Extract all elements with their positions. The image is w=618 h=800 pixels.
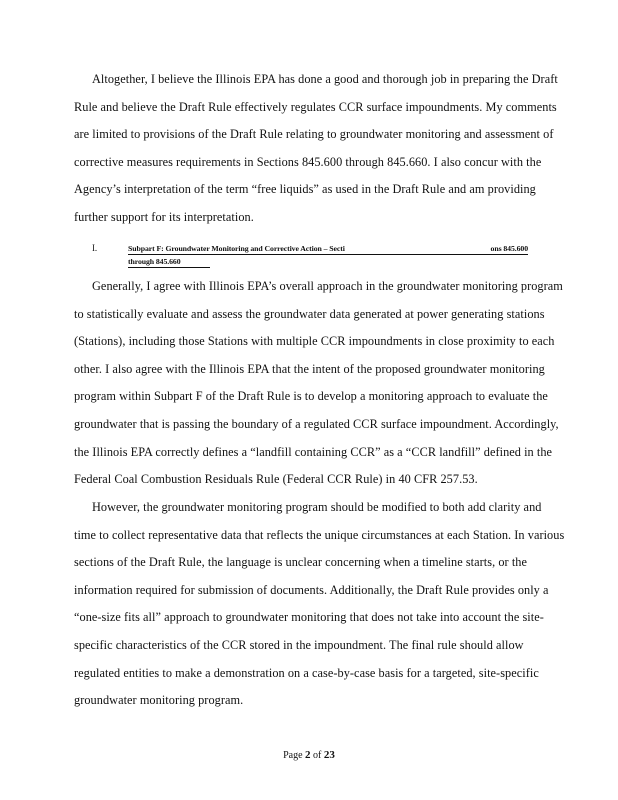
section-title-text: Subpart F: Groundwater Monitoring and Corrective Action – Secti	[128, 244, 345, 253]
text-line: Agency’s interpretation of the term “free liquids” as used in the Draft Rule and am providing	[74, 182, 536, 197]
text-line: program within Subpart F of the Draft Rule is to develop a monitoring approach to evaluate the	[74, 389, 548, 404]
text-line: regulated entities to make a demonstration on a case-by-case basis for a targeted, site-specific	[74, 665, 539, 680]
intro-paragraph	[74, 66, 604, 232]
text-line: corrective measures requirements in Sections 845.600 through 845.660. I also concur with the	[74, 154, 542, 169]
text-line: groundwater monitoring program.	[74, 693, 244, 708]
text-line: time to collect representative data that reflects the unique circumstances at each Station. In various	[74, 527, 565, 542]
text-line: further support for its interpretation.	[74, 209, 254, 224]
text-line: However, the groundwater monitoring program should be modified to both add clarity and	[92, 500, 542, 514]
text-line: (Stations), including those Stations with multiple CCR impoundments in close proximity to each	[74, 334, 555, 349]
page-number: 2	[305, 749, 311, 761]
page-total: 23	[323, 749, 335, 761]
text-line: “one-size fits all” approach to groundwater monitoring that does not take into account the site-	[74, 610, 544, 625]
text-line: Federal Coal Combustion Residuals Rule (Federal CCR Rule) in 40 CFR 257.53.	[74, 472, 478, 487]
section-number: I.	[92, 243, 98, 253]
text-line: groundwater that is passing the boundary of a regulated CCR surface impoundment. Accordingly,	[74, 416, 559, 431]
text-line: specific characteristics of the CCR stored in the impoundment. The final rule should allow	[74, 637, 524, 652]
page-footer	[0, 749, 618, 761]
text-line: Rule and believe the Draft Rule effectively regulates CCR surface impoundments. My comments	[74, 99, 557, 114]
text-line: information required for submission of documents. Additionally, the Draft Rule provides only a	[74, 582, 549, 597]
section-title-tail: ons 845.600	[490, 244, 528, 253]
page-of-label: of	[313, 750, 322, 761]
body-paragraph-2	[74, 494, 604, 715]
text-line: Generally, I agree with Illinois EPA’s overall approach in the groundwater monitoring program	[92, 279, 563, 293]
text-line: sections of the Draft Rule, the language is unclear concerning when a timeline starts, or the	[74, 555, 527, 570]
text-line: Altogether, I believe the Illinois EPA has done a good and thorough job in preparing the Draft	[92, 72, 558, 86]
section-title-line1	[128, 243, 528, 255]
body-paragraph-1	[74, 273, 604, 494]
text-line: to statistically evaluate and assess the groundwater data generated at power generating stations	[74, 306, 545, 321]
page-label: Page	[283, 750, 303, 761]
text-line: the Illinois EPA correctly defines a “landfill containing CCR” as a “CCR landfill” defined in the	[74, 444, 553, 459]
text-line: are limited to provisions of the Draft Rule relating to groundwater monitoring and assessment of	[74, 127, 554, 142]
text-line: other. I also agree with the Illinois EPA that the intent of the proposed groundwater monitoring	[74, 361, 545, 376]
section-title-line2: through 845.660	[128, 256, 210, 268]
